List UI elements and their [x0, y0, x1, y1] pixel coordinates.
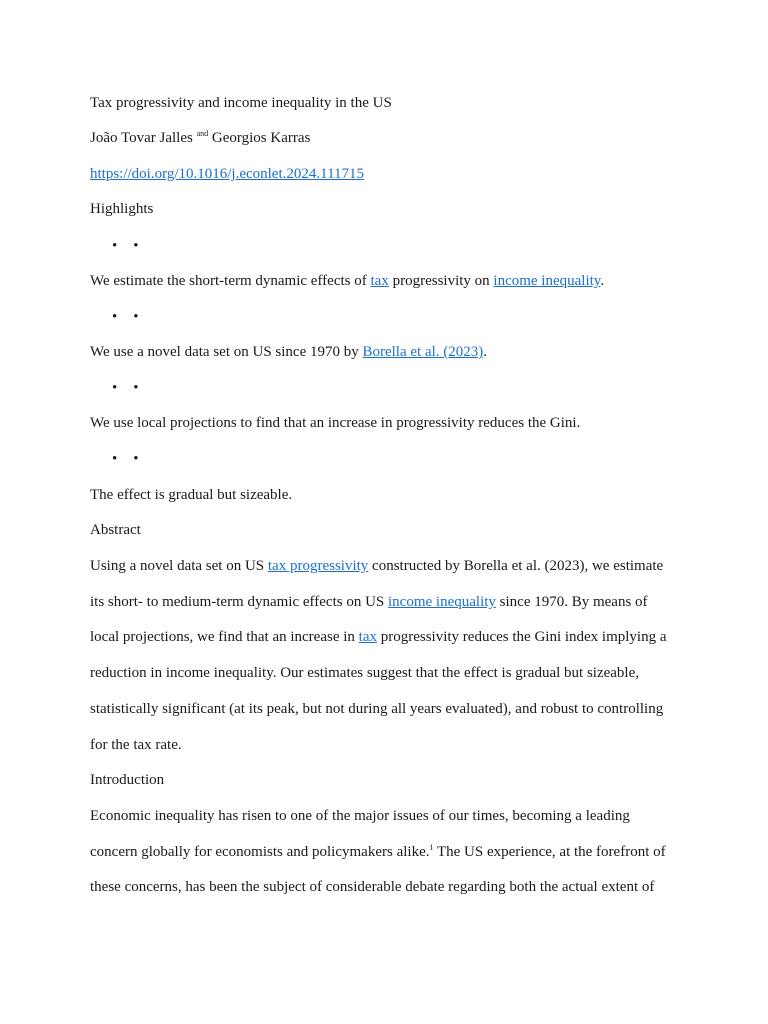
author-1: João Tovar Jalles: [90, 130, 193, 146]
link-borella[interactable]: Borella et al. (2023): [362, 344, 484, 360]
intro-line-2: [90, 842, 666, 862]
footnote-marker[interactable]: 1: [429, 843, 434, 852]
highlight-bullet-2: [112, 307, 155, 327]
bullet-glyph: •: [133, 309, 139, 325]
bullet-glyph: •: [112, 309, 118, 325]
text-run: its short- to medium-term dynamic effects on US: [90, 594, 389, 610]
text-run: constructed by Borella et al. (2023), we estimate: [368, 558, 664, 574]
highlight-4: The effect is gradual but sizeable.: [90, 487, 293, 503]
bullet-glyph: •: [133, 238, 139, 254]
intro-line-1: Economic inequality has risen to one of the major issues of our times, becoming a leading: [90, 808, 630, 824]
text-run: We use a novel data set on US since 1970 by: [90, 344, 363, 360]
highlight-2: [90, 342, 487, 362]
author-2: Georgios Karras: [211, 130, 311, 146]
highlight-bullet-4: [112, 449, 155, 469]
abstract-line-3: [90, 627, 667, 647]
text-run: progressivity reduces the Gini index implying a: [376, 629, 667, 645]
bullet-glyph: •: [112, 380, 118, 396]
text-run: concern globally for economists and policymakers alike.: [90, 844, 430, 860]
text-run: since 1970. By means of: [495, 594, 648, 610]
highlights-heading: Highlights: [90, 201, 154, 217]
bullet-glyph: •: [112, 451, 118, 467]
text-run: Using a novel data set on US: [90, 558, 268, 574]
abstract-line-1: [90, 556, 663, 576]
link-tax[interactable]: tax: [370, 273, 389, 289]
abstract-heading: Abstract: [90, 522, 141, 538]
intro-line-3: these concerns, has been the subject of considerable debate regarding both the actual extent of: [90, 879, 655, 895]
highlight-bullet-1: [112, 236, 155, 256]
abstract-line-5: statistically significant (at its peak, but not during all years evaluated), and robust to controlling: [90, 701, 664, 717]
author-separator: and: [196, 129, 209, 138]
doi-line: [90, 164, 364, 184]
bullet-glyph: •: [133, 380, 139, 396]
bullet-glyph: •: [133, 451, 139, 467]
paper-title: Tax progressivity and income inequality in the US: [90, 95, 392, 111]
link-income-inequality[interactable]: income inequality: [388, 594, 496, 610]
abstract-line-2: [90, 592, 648, 612]
bullet-glyph: •: [112, 238, 118, 254]
text-run: .: [483, 344, 488, 360]
abstract-line-6: for the tax rate.: [90, 737, 182, 753]
abstract-line-4: reduction in income inequality. Our estimates suggest that the effect is gradual but sizeable,: [90, 665, 640, 681]
introduction-heading: Introduction: [90, 772, 165, 788]
highlight-1: [90, 271, 604, 291]
text-run: local projections, we find that an increase in: [90, 629, 359, 645]
highlight-bullet-3: [112, 378, 155, 398]
highlight-3: We use local projections to find that an increase in progressivity reduces the Gini.: [90, 415, 581, 431]
link-income-inequality[interactable]: income inequality: [493, 273, 601, 289]
text-run: The US experience, at the forefront of: [433, 844, 666, 860]
link-tax-progressivity[interactable]: tax progressivity: [267, 558, 369, 574]
link-tax[interactable]: tax: [358, 629, 377, 645]
doi-link[interactable]: https://doi.org/10.1016/j.econlet.2024.111715: [90, 166, 365, 182]
author-line: [90, 128, 310, 148]
text-run: progressivity on: [388, 273, 494, 289]
text-run: .: [600, 273, 605, 289]
text-run: We estimate the short-term dynamic effects of: [90, 273, 371, 289]
